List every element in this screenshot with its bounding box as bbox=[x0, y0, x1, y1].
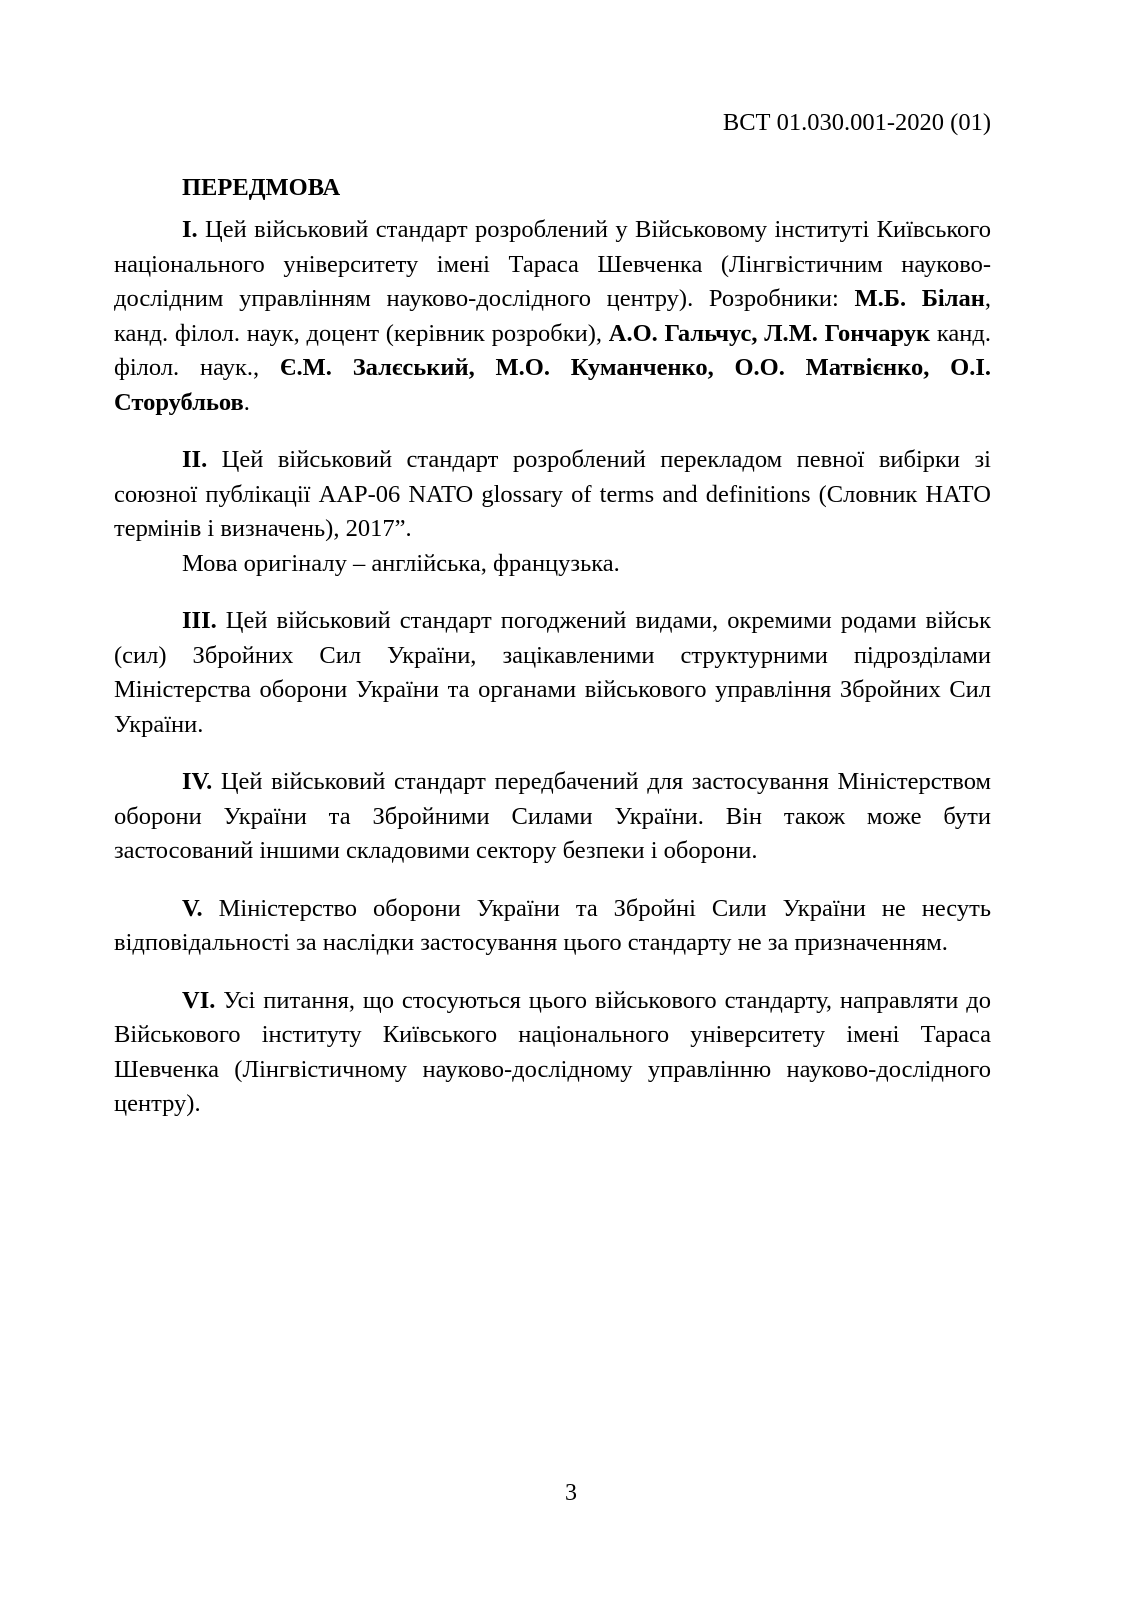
document-title: ПЕРЕДМОВА bbox=[182, 173, 341, 201]
paragraph-3-text: Цей військовий стандарт погоджений видами, окремими родами військ (сил) Збройних Сил України, зацікавленими структурними підрозділами Міністерства оборони України та органами військового управління Збройних Сил України. bbox=[114, 607, 991, 738]
paragraph-2-language-note bbox=[114, 547, 991, 582]
paragraph-5 bbox=[114, 892, 991, 961]
paragraph-6-number: VI. bbox=[182, 986, 216, 1014]
paragraph-3-number: III. bbox=[182, 607, 217, 634]
page-number: 3 bbox=[565, 1480, 577, 1506]
paragraph-1 bbox=[114, 213, 991, 420]
paragraph-1-text: . bbox=[243, 388, 250, 416]
standard-code-header: ВСТ 01.030.001-2020 (01) bbox=[722, 109, 991, 136]
paragraph-6 bbox=[114, 984, 991, 1122]
paragraph-1-text: канд. філол. наук., bbox=[114, 319, 992, 381]
paragraph-2-number: II. bbox=[182, 446, 208, 473]
paragraph-6-text: Усі питання, що стосуються цього військового стандарту, направляти до Військового інституту Київського національного університету імені Тараса Шевченка (Лінгвістичному науково-дослідному управлінню науково-дослідного центру). bbox=[114, 986, 991, 1117]
paragraph-2-language-note-text: Мова оригіналу – англійська, французька. bbox=[182, 549, 620, 577]
paragraph-4 bbox=[114, 765, 991, 869]
paragraph-4-text: Цей військовий стандарт передбачений для застосування Міністерством оборони України та Збройними Силами України. Він також може бути застосований іншими складовими сектору безпеки і оборони. bbox=[114, 768, 991, 864]
paragraph-2 bbox=[114, 443, 991, 547]
paragraph-1-number: I. bbox=[182, 216, 198, 243]
paragraph-4-number: IV. bbox=[182, 768, 213, 795]
paragraph-2-text: Цей військовий стандарт розроблений перекладом певної вибірки зі союзної публікації ААР-06 NATO glossary of terms and definitions (Словник НАТО термінів і визначень), 2017”. bbox=[114, 446, 991, 542]
paragraph-5-text: Міністерство оборони України та Збройні Сили України не несуть відповідальності за наслідки застосування цього стандарту не за призначенням. bbox=[114, 894, 991, 956]
developer-name-bilan: М.Б. Білан bbox=[854, 285, 985, 312]
document-content bbox=[114, 106, 991, 1145]
paragraph-3 bbox=[114, 604, 991, 742]
developer-names-halchus-honcharuk: А.О. Гальчус, Л.М. Гончарук bbox=[608, 319, 931, 347]
developer-names-zalieskyi-kumanchenko-matviienko-storublov: Є.М. Залєський, М.О. Куманченко, О.О. Матвієнко, О.І. Сторубльов bbox=[114, 354, 991, 416]
paragraph-1-text: Цей військовий стандарт розроблений у Військовому інституті Київського національного університету імені Тараса Шевченка (Лінгвістичним науково-дослідним управлінням науково-дослідного центру). Розробники: bbox=[114, 216, 991, 312]
paragraph-1-text: , канд. філол. наук, доцент (керівник розробки), bbox=[114, 285, 991, 347]
paragraph-5-number: V. bbox=[182, 894, 203, 922]
